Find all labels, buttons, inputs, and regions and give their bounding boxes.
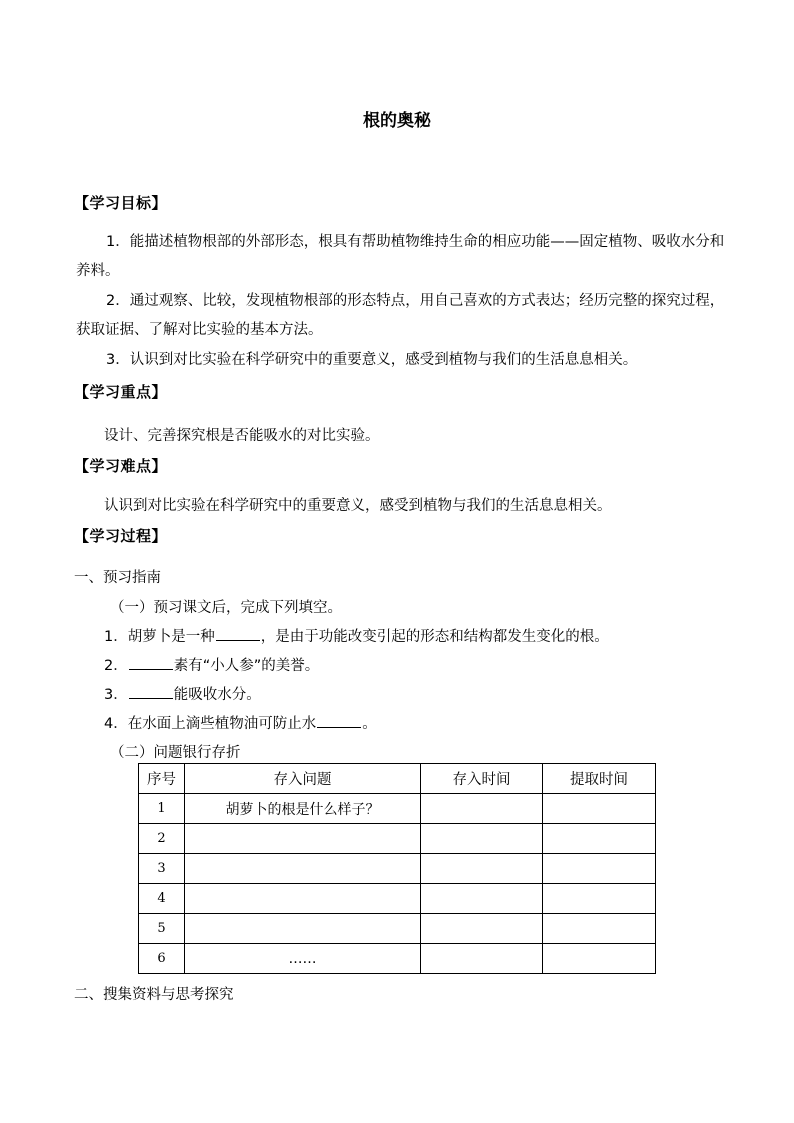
row-question[interactable] [185, 884, 421, 914]
table-row [139, 914, 656, 944]
header-question: 存入问题 [185, 764, 421, 794]
row-deposit-time[interactable] [421, 944, 543, 974]
header-deposit-time: 存入时间 [421, 764, 543, 794]
difficulty-heading: 【学习难点】 [74, 457, 168, 475]
fill-question-4 [104, 712, 377, 733]
q3-text-b: 能吸收水分。 [173, 687, 261, 703]
preview-sub1: （一）预习课文后，完成下列填空。 [110, 600, 342, 616]
row-deposit-time[interactable] [421, 854, 543, 884]
goal-item-2: 2．通过观察、比较，发现植物根部的形态特点，用自己喜欢的方式表达；经历完整的探究过程，获取证据、了解对比实验的基本方法。 [76, 293, 725, 338]
row-withdraw-time[interactable] [543, 884, 656, 914]
table-row [139, 944, 656, 974]
row-withdraw-time[interactable] [543, 914, 656, 944]
goals-heading: 【学习目标】 [74, 194, 168, 212]
row-withdraw-time[interactable] [543, 854, 656, 884]
q2-text-a: 2． [104, 658, 128, 674]
row-deposit-time[interactable] [421, 884, 543, 914]
answer-blank-2[interactable] [129, 655, 173, 670]
goal-item-1: 1．能描述植物根部的外部形态，根具有帮助植物维持生命的相应功能——固定植物、吸收水分和养料。 [76, 234, 725, 279]
q4-text-b: 。 [362, 716, 377, 732]
table-row [139, 854, 656, 884]
answer-blank-1[interactable] [216, 626, 260, 641]
answer-blank-3[interactable] [129, 684, 173, 699]
preview-sub2: （二）问题银行存折 [110, 745, 241, 761]
key-text: 设计、完善探究根是否能吸水的对比实验。 [104, 428, 380, 444]
answer-blank-4[interactable] [317, 713, 361, 728]
row-question[interactable] [185, 824, 421, 854]
fill-question-2 [104, 654, 319, 675]
fill-question-1 [104, 625, 609, 646]
table-row [139, 824, 656, 854]
row-withdraw-time[interactable] [543, 824, 656, 854]
row-question[interactable] [185, 854, 421, 884]
process-heading: 【学习过程】 [74, 527, 168, 545]
row-index: 4 [139, 884, 185, 914]
q2-text-b: 素有“小人参”的美誉。 [173, 658, 320, 674]
header-index: 序号 [139, 764, 185, 794]
row-withdraw-time[interactable] [543, 794, 656, 824]
row-withdraw-time[interactable] [543, 944, 656, 974]
difficulty-text: 认识到对比实验在科学研究中的重要意义，感受到植物与我们的生活息息相关。 [104, 498, 612, 514]
row-question[interactable] [185, 914, 421, 944]
q1-text-a: 1．胡萝卜是一种 [104, 629, 215, 645]
table-row [139, 794, 656, 824]
row-deposit-time[interactable] [421, 914, 543, 944]
key-heading: 【学习重点】 [74, 383, 168, 401]
header-withdraw-time: 提取时间 [543, 764, 656, 794]
page-title: 根的奥秘 [363, 111, 431, 131]
q1-text-b: ，是由于功能改变引起的形态和结构都发生变化的根。 [260, 629, 609, 645]
q4-text-a: 4．在水面上滴些植物油可防止水 [104, 716, 317, 732]
table-row [139, 884, 656, 914]
question-bank-table [138, 763, 656, 974]
row-index: 2 [139, 824, 185, 854]
row-deposit-time[interactable] [421, 824, 543, 854]
row-question[interactable]: …… [185, 944, 421, 974]
preview-section-label: 一、预习指南 [74, 570, 161, 586]
fill-question-3 [104, 683, 261, 704]
row-index: 6 [139, 944, 185, 974]
q3-text-a: 3． [104, 687, 128, 703]
table-header-row [139, 764, 656, 794]
row-index: 3 [139, 854, 185, 884]
row-question[interactable]: 胡萝卜的根是什么样子？ [185, 794, 421, 824]
section2-label: 二、搜集资料与思考探究 [74, 987, 234, 1003]
row-index: 1 [139, 794, 185, 824]
row-deposit-time[interactable] [421, 794, 543, 824]
row-index: 5 [139, 914, 185, 944]
goal-item-3: 3．认识到对比实验在科学研究中的重要意义，感受到植物与我们的生活息息相关。 [106, 352, 638, 368]
